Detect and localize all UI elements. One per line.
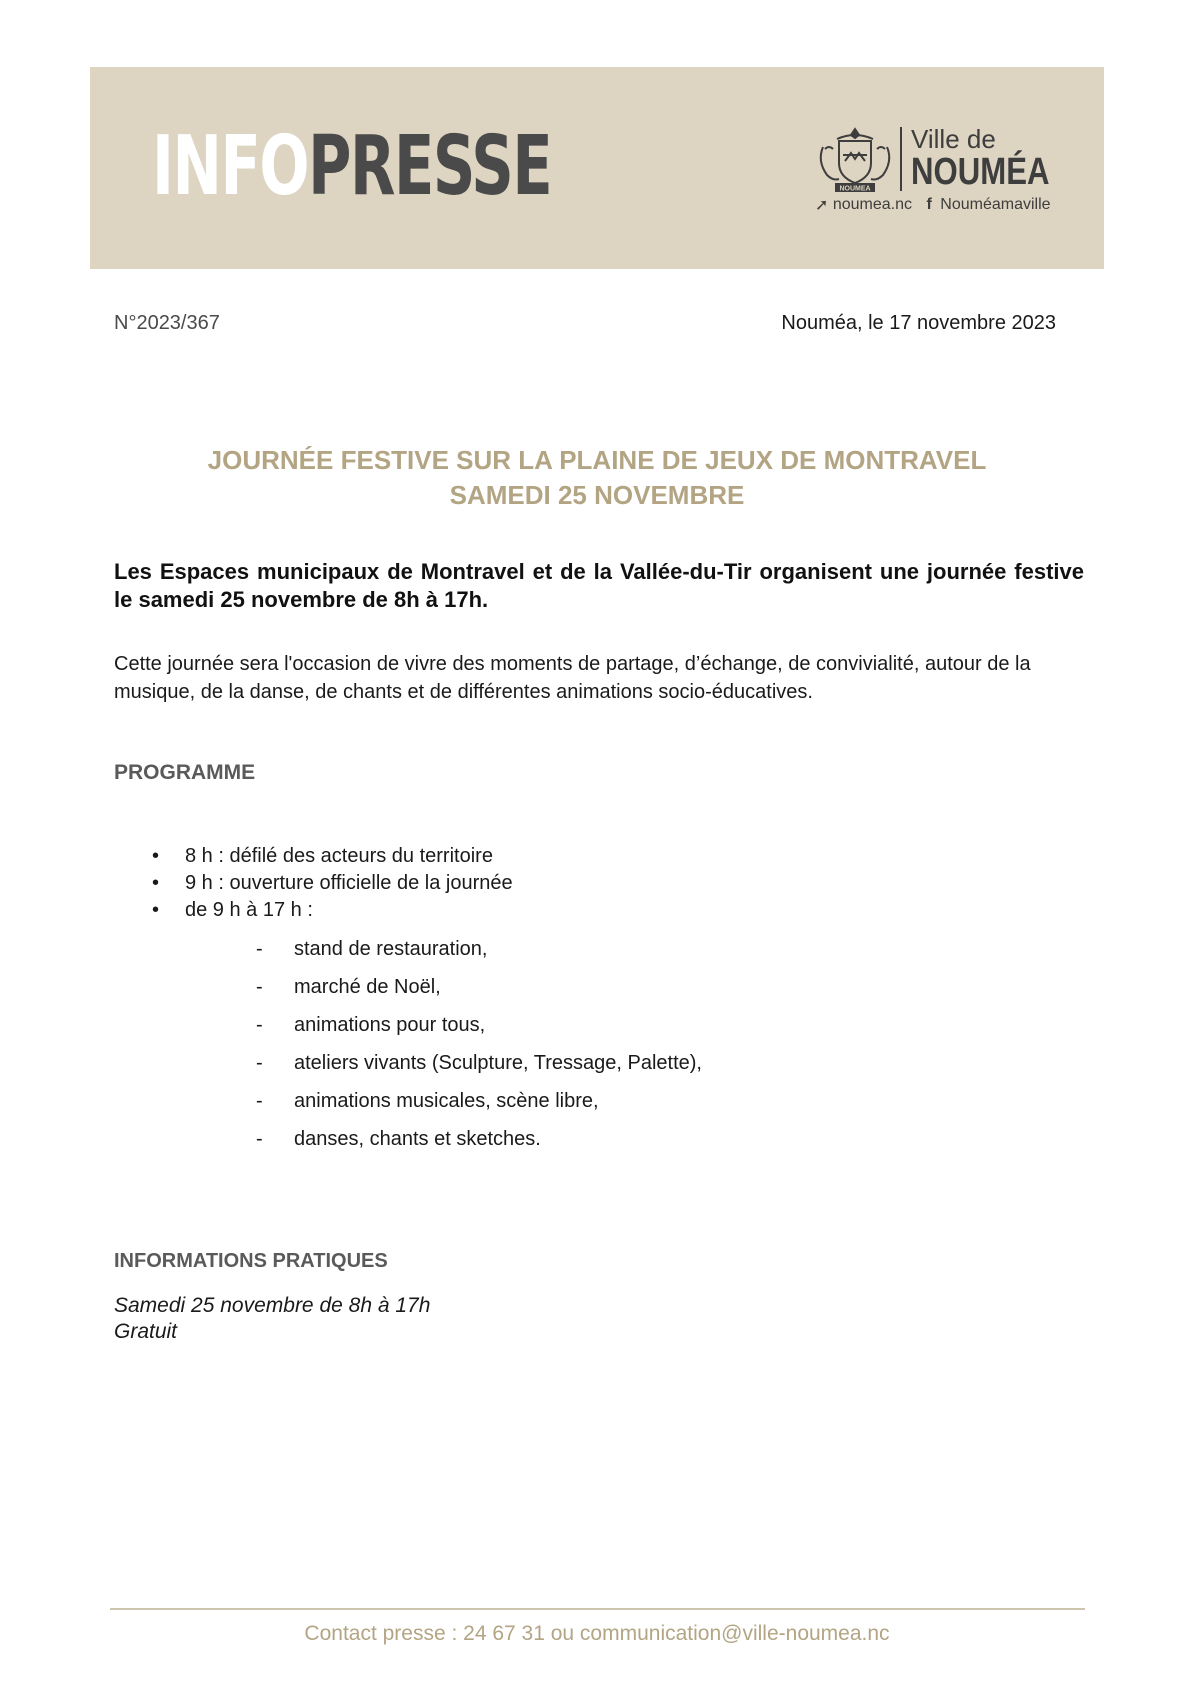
header-banner [90, 67, 1104, 269]
noumea-crest-icon [815, 125, 895, 199]
list-item-text: de 9 h à 17 h : [185, 899, 313, 921]
list-item [150, 897, 513, 924]
bullet-icon: • [152, 899, 160, 921]
bullet-icon: • [152, 845, 160, 867]
press-release-date: Nouméa, le 17 novembre 2023 [781, 312, 1056, 334]
dash-icon: - [256, 976, 263, 998]
sublist-item-text: animations pour tous, [294, 1014, 486, 1036]
facebook-icon: f [926, 196, 932, 213]
list-item [150, 870, 513, 897]
list-item-text: 9 h : ouverture officielle de la journée [185, 872, 513, 894]
list-item-text: 8 h : défilé des acteurs du territoire [185, 845, 493, 867]
logo-ville-de: Ville de [911, 124, 996, 154]
website-link[interactable]: noumea.nc [832, 196, 913, 213]
sublist-item-text: marché de Noël, [294, 976, 441, 998]
practical-info-heading: INFORMATIONS PRATIQUES [114, 1250, 388, 1272]
sublist-item [256, 1087, 702, 1125]
sublist-item [256, 1011, 702, 1049]
dash-icon: - [256, 1014, 263, 1036]
practical-info-price: Gratuit [114, 1320, 178, 1343]
programme-list [150, 843, 513, 924]
practical-info-date: Samedi 25 novembre de 8h à 17h [114, 1294, 431, 1317]
logo-divider [900, 127, 902, 191]
programme-heading: PROGRAMME [114, 761, 256, 784]
list-item [150, 843, 513, 870]
dash-icon: - [256, 938, 263, 960]
sublist-item-text: animations musicales, scène libre, [294, 1090, 599, 1112]
arrow-icon: ➚ [815, 197, 829, 214]
press-release-number: N°2023/367 [114, 312, 220, 334]
logo-social-line [815, 195, 1051, 215]
sublist-item [256, 973, 702, 1011]
press-contact: Contact presse : 24 67 31 ou communication@ville-noumea.nc [304, 1622, 890, 1645]
sublist-item [256, 1049, 702, 1087]
lead-paragraph: Les Espaces municipaux de Montravel et de la Vallée-du-Tir organisent une journée festive le samedi 25 novembre de 8h à 17h. [114, 559, 1084, 612]
brand-info: INFO [152, 119, 309, 214]
facebook-link[interactable]: Nouméamaville [940, 196, 1051, 213]
ville-de-noumea-logo [815, 125, 1075, 215]
sublist-item-text: stand de restauration, [294, 938, 488, 960]
body-paragraph: Cette journée sera l'occasion de vivre des moments de partage, d’échange, de convivialité, autour de la musique, de la danse, de chants et de différentes animations socio-éducatives. [114, 653, 1031, 703]
sublist-item-text: danses, chants et sketches. [294, 1128, 541, 1150]
sublist-item [256, 1125, 702, 1163]
programme-sublist [256, 935, 702, 1163]
document-title-line1: JOURNÉE FESTIVE SUR LA PLAINE DE JEUX DE MONTRAVEL [207, 445, 987, 475]
dash-icon: - [256, 1090, 263, 1112]
dash-icon: - [256, 1128, 263, 1150]
logo-noumea: NOUMÉA [911, 151, 1050, 193]
dash-icon: - [256, 1052, 263, 1074]
footer-divider [110, 1608, 1085, 1610]
practical-info [114, 1293, 430, 1345]
brand-presse: PRESSE [308, 119, 552, 214]
bullet-icon: • [152, 872, 160, 894]
sublist-item-text: ateliers vivants (Sculpture, Tressage, Palette), [294, 1052, 702, 1074]
crest-caption: NOUMEA [839, 185, 871, 193]
document-title-line2: SAMEDI 25 NOVEMBRE [449, 480, 745, 510]
sublist-item [256, 935, 702, 973]
infopresse-wordmark [152, 119, 552, 214]
